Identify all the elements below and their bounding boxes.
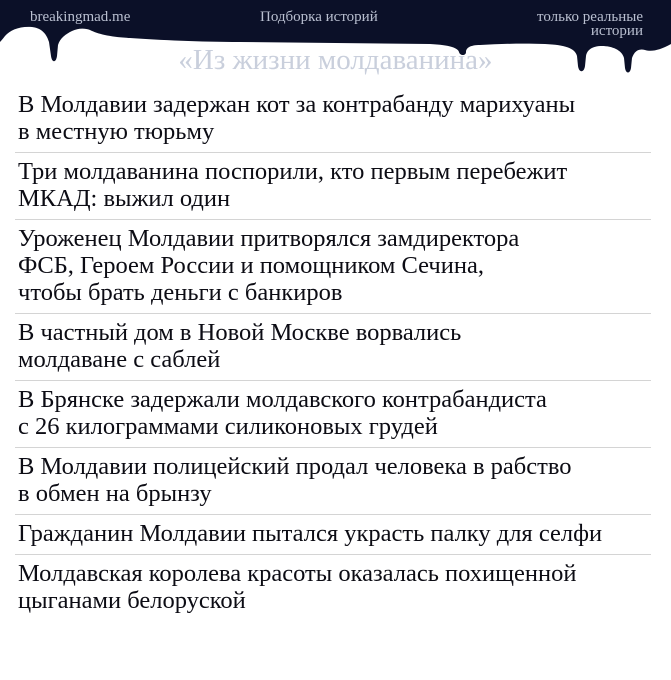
story-link[interactable] [15,219,651,313]
story-title-line: МКАД: выжил один [18,185,231,212]
story-list [15,86,651,621]
story-title-line: ФСБ, Героем России и помощником Сечина, [18,252,484,279]
story-title-line: молдаване с саблей [18,346,221,373]
story-link[interactable] [15,380,651,447]
story-title-line: Молдавская королева красоты оказалась похищенной [18,560,577,587]
tagline-line-2: истории [590,23,643,39]
story-title-line: с 26 килограммами силиконовых грудей [18,413,438,440]
site-header [0,0,671,80]
story-title-line: Уроженец Молдавии притворялся замдиректора [18,225,520,252]
tagline-line-1: только реальные [537,9,643,25]
story-link[interactable] [15,152,651,219]
story-title-line: В частный дом в Новой Москве ворвались [18,319,462,346]
tagline-link[interactable] [503,10,643,38]
story-link[interactable] [15,447,651,514]
story-collection-link[interactable]: Подборка историй [260,9,378,25]
story-title-line: В Брянске задержали молдавского контрабандиста [18,386,547,413]
site-logo-link[interactable]: breakingmad.me [30,9,131,25]
story-link[interactable] [15,86,651,152]
story-title-line: Гражданин Молдавии пытался украсть палку для селфи [18,520,603,547]
story-link[interactable] [15,313,651,380]
story-title-line: В Молдавии задержан кот за контрабанду марихуаны [18,91,576,118]
story-title-line: Три молдаванина поспорили, кто первым перебежит [18,158,568,185]
story-title-line: чтобы брать деньги с банкиров [18,279,343,306]
page-title: «Из жизни молдаванина» [178,44,493,76]
story-title-line: в обмен на брынзу [18,480,212,507]
story-title-line: В Молдавии полицейский продал человека в рабство [18,453,572,480]
story-link[interactable] [15,514,651,554]
story-link[interactable] [15,554,651,621]
story-title-line: в местную тюрьму [18,118,215,145]
story-title-line: цыганами белоруской [18,587,246,614]
